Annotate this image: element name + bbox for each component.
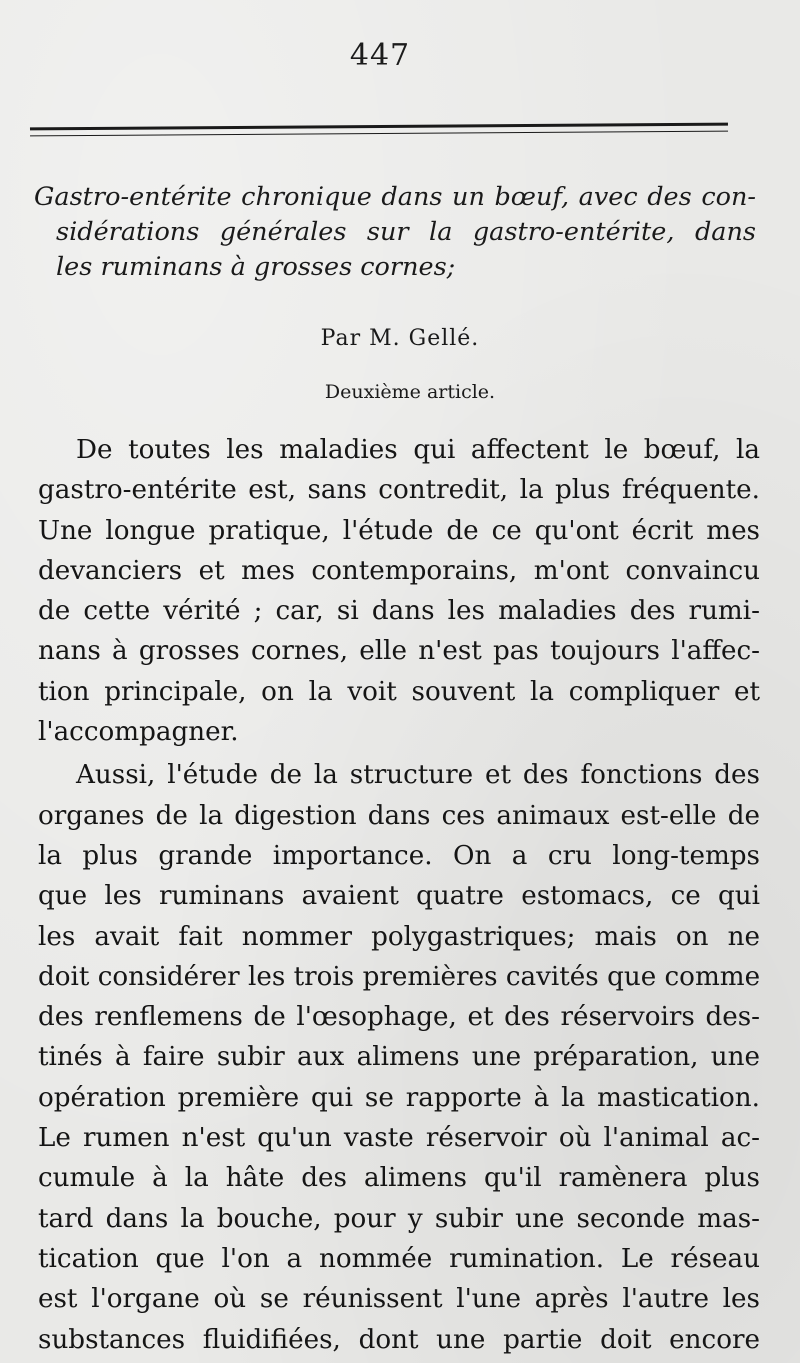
body-text xyxy=(38,430,760,1360)
text-line: des renflemens de l'œsophage, et des réservoirs des- xyxy=(38,1002,760,1033)
paragraph-2 xyxy=(38,755,760,1359)
author-byline: Par M. Gellé. xyxy=(320,326,480,351)
article-part-label: Deuxième article. xyxy=(324,381,496,403)
header-rule xyxy=(30,123,728,137)
text-line: que les ruminans avaient quatre estomacs, ce qui xyxy=(38,881,760,912)
text-line: cumule à la hâte des alimens qu'il ramènera plus xyxy=(38,1163,760,1194)
text-line: Une longue pratique, l'étude de ce qu'ont écrit mes xyxy=(38,515,760,546)
text-line: Aussi, l'étude de la structure et des fonctions des xyxy=(76,760,760,791)
text-line: substances fluidifiées, dont une partie doit encore xyxy=(38,1324,760,1355)
paragraph-1 xyxy=(38,430,760,752)
text-line: organes de la digestion dans ces animaux est-elle de xyxy=(38,800,760,831)
text-line: est l'organe où se réunissent l'une après l'autre les xyxy=(38,1284,760,1315)
text-line: nans à grosses cornes, elle n'est pas toujours l'affec- xyxy=(38,636,760,667)
article-title-line-1: Gastro-entérite chronique dans un bœuf, avec des con- xyxy=(34,182,756,212)
text-line: devanciers et mes contemporains, m'ont convaincu xyxy=(38,555,760,586)
text-line: l'accompagner. xyxy=(38,717,239,748)
text-line: tion principale, on la voit souvent la compliquer et xyxy=(38,676,760,707)
article-title xyxy=(34,180,756,285)
text-line: la plus grande importance. On a cru long-temps xyxy=(38,840,760,871)
page-number: 447 xyxy=(349,38,411,73)
text-line: doit considérer les trois premières cavités que comme xyxy=(38,961,760,992)
text-line: De toutes les maladies qui affectent le bœuf, la xyxy=(76,435,760,465)
text-line: de cette vérité ; car, si dans les maladies des rumi- xyxy=(38,596,760,627)
article-title-line-2: sidérations générales sur la gastro-entérite, dans xyxy=(56,217,756,247)
text-line: tication que l'on a nommée rumination. Le réseau xyxy=(38,1243,760,1274)
text-line: tinés à faire subir aux alimens une préparation, une xyxy=(38,1042,760,1073)
text-line: tard dans la bouche, pour y subir une seconde mas- xyxy=(38,1203,760,1234)
text-line: les avait fait nommer polygastriques; mais on ne xyxy=(38,921,760,952)
text-line: gastro-entérite est, sans contredit, la plus fréquente. xyxy=(38,475,760,506)
article-title-line-3: les ruminans à grosses cornes; xyxy=(56,252,456,282)
text-line: Le rumen n'est qu'un vaste réservoir où l'animal ac- xyxy=(38,1123,760,1154)
text-line: opération première qui se rapporte à la mastication. xyxy=(38,1082,760,1113)
